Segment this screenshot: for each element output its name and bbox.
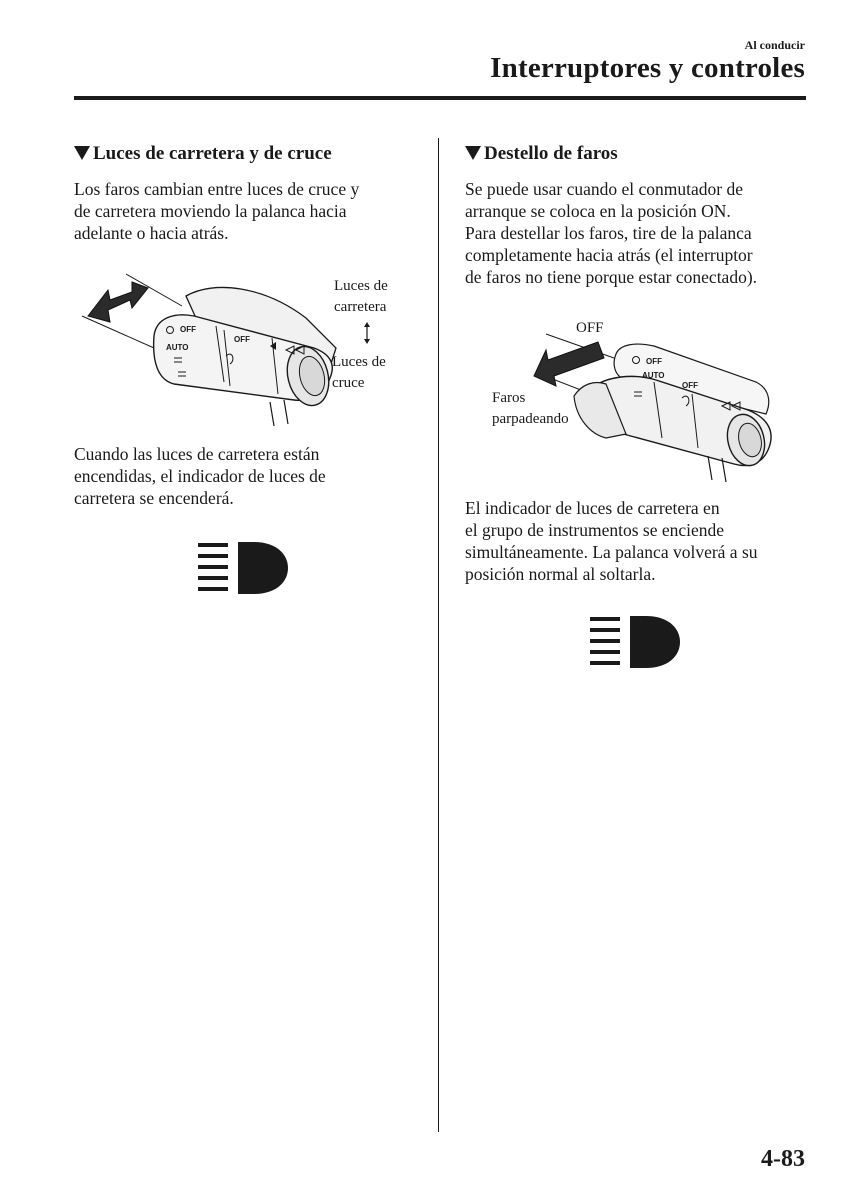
label-high-beam — [334, 276, 388, 318]
label-off: OFF — [576, 320, 604, 336]
label-line: parpadeando — [492, 411, 569, 427]
left-paragraph-1 — [74, 178, 359, 244]
double-arrow-icon — [88, 282, 148, 322]
high-beam-indicator-icon — [198, 540, 290, 596]
switch-off-label: OFF — [646, 357, 662, 366]
left-heading — [74, 143, 332, 165]
right-paragraph-1 — [465, 178, 757, 288]
switch-off-label: OFF — [180, 325, 196, 334]
page-title: Interruptores y controles — [490, 52, 805, 84]
pull-arrow-icon — [534, 342, 604, 386]
header-rule — [74, 96, 806, 100]
text-line: de carretera moviendo la palanca hacia — [74, 201, 347, 221]
high-beam-indicator-icon — [590, 614, 682, 670]
switch-auto-label: AUTO — [166, 343, 189, 352]
switch-off2-label: OFF — [682, 381, 698, 390]
switch-off2-label: OFF — [234, 335, 250, 344]
label-flashing — [492, 388, 569, 430]
text-line: arranque se coloca en la posición ON. — [465, 201, 731, 221]
section-label: Al conducir — [744, 38, 805, 52]
column-divider — [438, 138, 439, 1132]
text-line: completamente hacia atrás (el interruptor — [465, 245, 753, 265]
left-paragraph-2 — [74, 443, 326, 509]
text-line: Para destellar los faros, tire de la palanca — [465, 223, 752, 243]
page-number: 4-83 — [761, 1146, 805, 1172]
text-line: Se puede usar cuando el conmutador de — [465, 179, 743, 199]
text-line: el grupo de instrumentos se enciende — [465, 520, 725, 540]
left-heading-text: Luces de carretera y de cruce — [93, 143, 332, 164]
label-line: cruce — [332, 375, 365, 391]
label-low-beam — [332, 352, 386, 394]
text-line: simultáneamente. La palanca volverá a su — [465, 542, 758, 562]
triangle-bullet-icon — [74, 146, 90, 160]
right-heading — [465, 143, 618, 165]
text-line: posición normal al soltarla. — [465, 564, 656, 584]
right-paragraph-2 — [465, 497, 758, 585]
label-line: Luces de — [334, 278, 388, 294]
label-line: carretera — [334, 299, 387, 315]
switch-auto-label: AUTO — [642, 371, 665, 380]
text-line: encendidas, el indicador de luces de — [74, 466, 326, 486]
right-heading-text: Destello de faros — [484, 143, 618, 164]
text-line: Los faros cambian entre luces de cruce y — [74, 179, 360, 199]
triangle-bullet-icon — [465, 146, 481, 160]
text-line: El indicador de luces de carretera en — [465, 498, 720, 518]
text-line: Cuando las luces de carretera están — [74, 444, 320, 464]
up-down-arrow-icon — [362, 322, 372, 344]
text-line: de faros no tiene porque estar conectado). — [465, 267, 758, 287]
text-line: adelante o hacia atrás. — [74, 223, 229, 243]
text-line: carretera se encenderá. — [74, 488, 234, 508]
label-line: Faros — [492, 390, 526, 406]
label-line: Luces de — [332, 354, 386, 370]
